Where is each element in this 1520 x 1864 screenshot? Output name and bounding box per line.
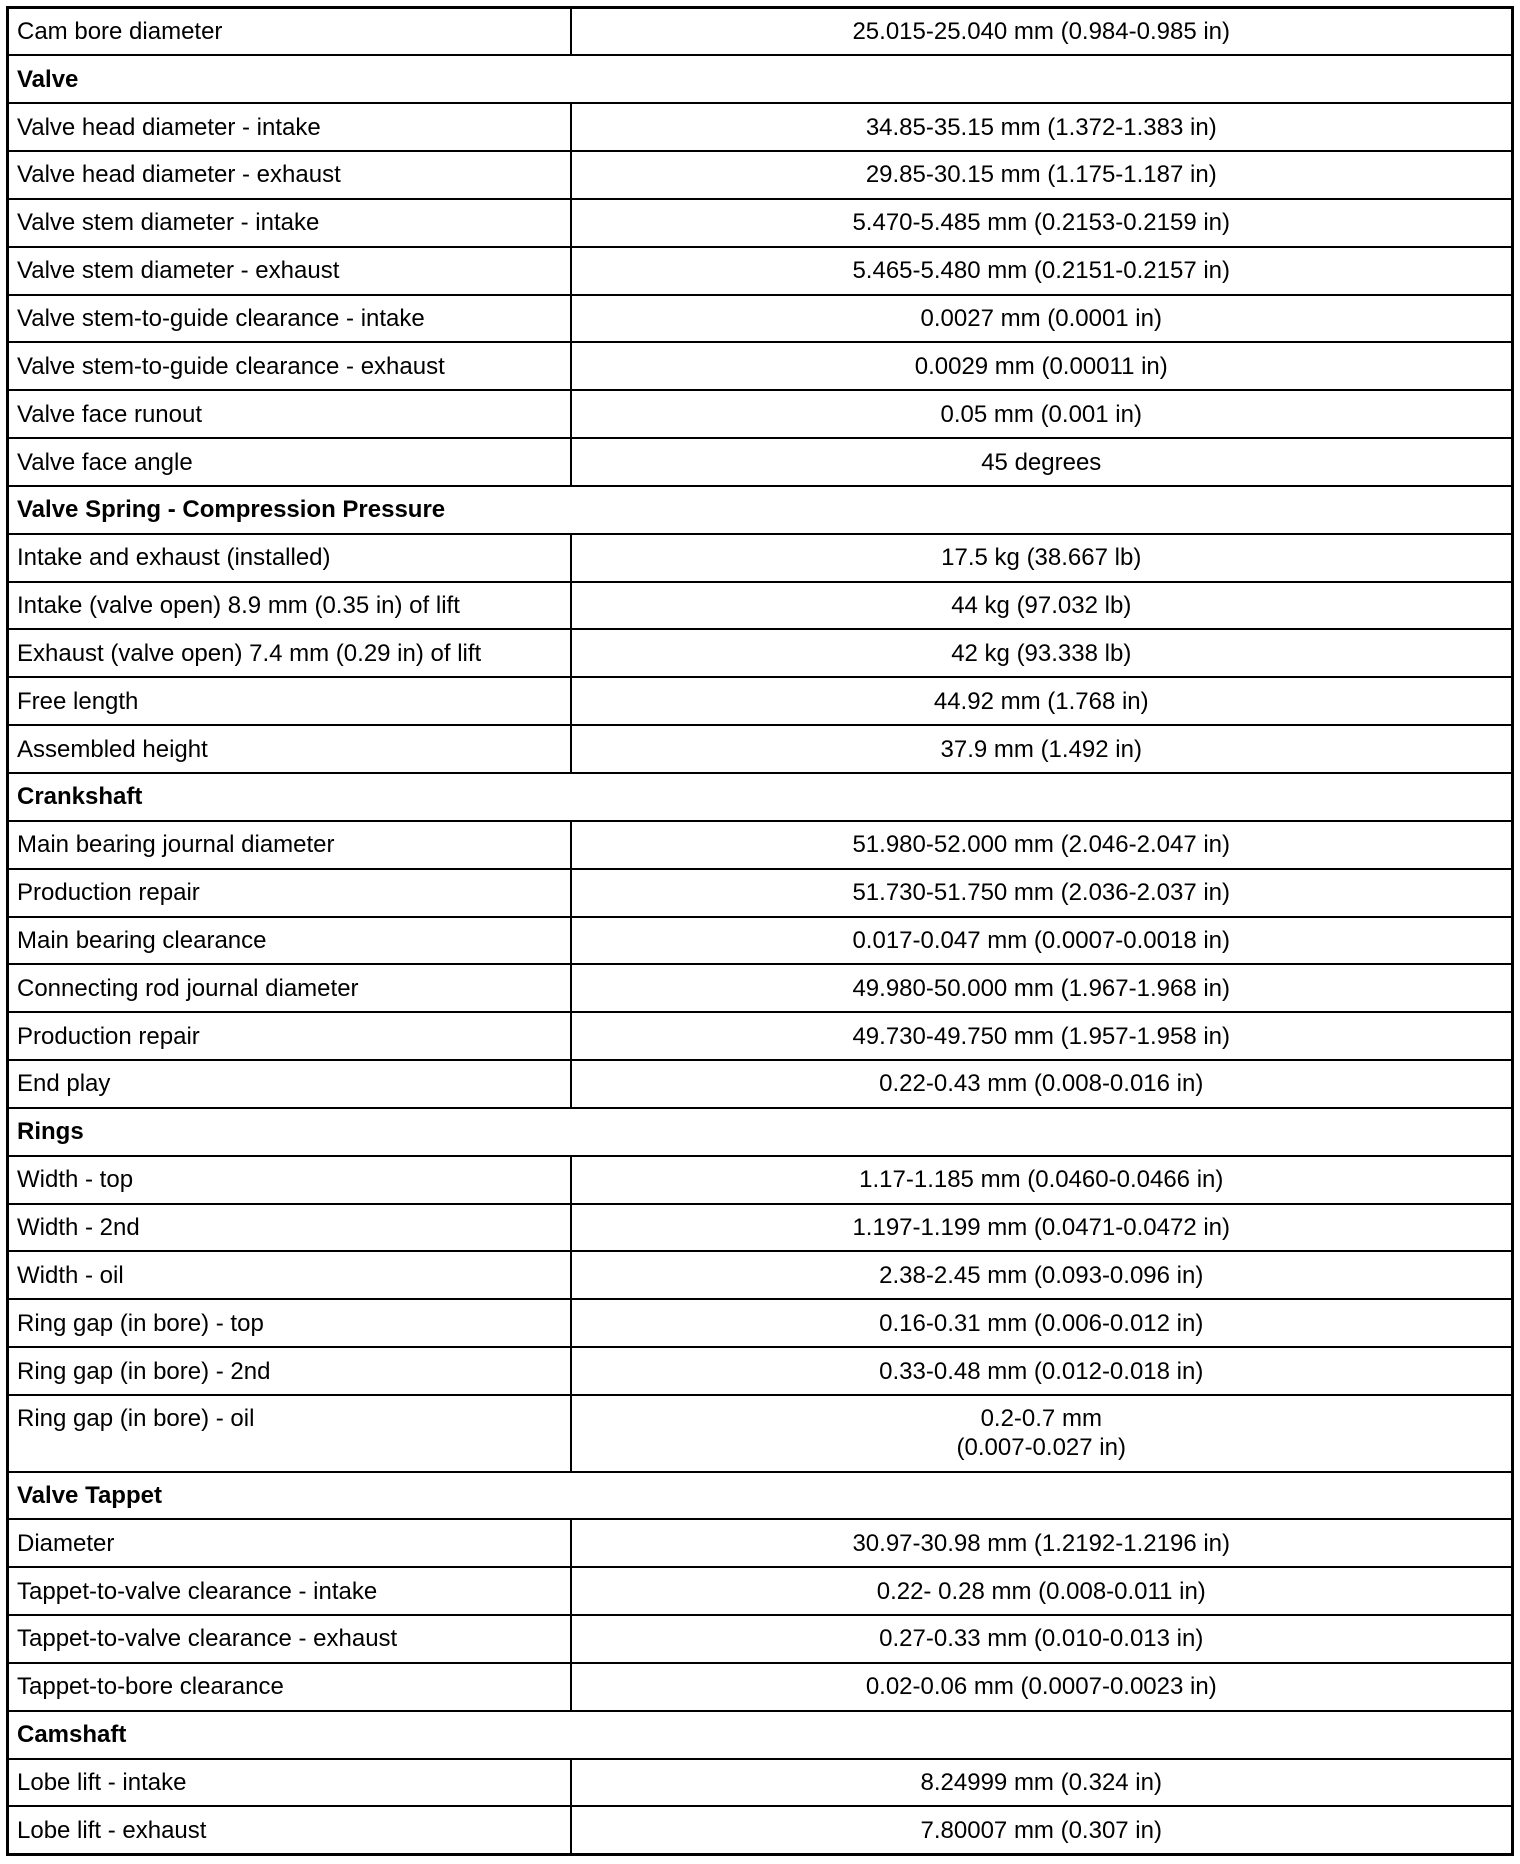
spec-label: Width - 2nd <box>8 1204 571 1252</box>
table-row <box>8 8 1513 56</box>
spec-label: Valve stem-to-guide clearance - intake <box>8 295 571 343</box>
table-row <box>8 1395 1513 1472</box>
spec-label: Lobe lift - intake <box>8 1759 571 1807</box>
spec-value: 0.02-0.06 mm (0.0007-0.0023 in) <box>571 1663 1513 1711</box>
spec-label: Cam bore diameter <box>8 8 571 56</box>
table-row <box>8 438 1513 486</box>
spec-value: 0.33-0.48 mm (0.012-0.018 in) <box>571 1347 1513 1395</box>
spec-value: 0.0027 mm (0.0001 in) <box>571 295 1513 343</box>
spec-label: Main bearing clearance <box>8 917 571 965</box>
table-row <box>8 1759 1513 1807</box>
spec-label: Tappet-to-valve clearance - intake <box>8 1567 571 1615</box>
spec-value: 42 kg (93.338 lb) <box>571 629 1513 677</box>
table-row <box>8 247 1513 295</box>
spec-label: Production repair <box>8 869 571 917</box>
spec-sheet <box>6 6 1514 1856</box>
spec-value: 8.24999 mm (0.324 in) <box>571 1759 1513 1807</box>
spec-label: Production repair <box>8 1012 571 1060</box>
spec-value: 29.85-30.15 mm (1.175-1.187 in) <box>571 151 1513 199</box>
section-header-row <box>8 773 1513 821</box>
spec-value: 37.9 mm (1.492 in) <box>571 725 1513 773</box>
spec-value: 0.22-0.43 mm (0.008-0.016 in) <box>571 1060 1513 1108</box>
table-row <box>8 1156 1513 1204</box>
spec-value: 30.97-30.98 mm (1.2192-1.2196 in) <box>571 1519 1513 1567</box>
spec-label: Valve stem-to-guide clearance - exhaust <box>8 342 571 390</box>
section-title: Crankshaft <box>8 773 1513 821</box>
spec-value: 0.16-0.31 mm (0.006-0.012 in) <box>571 1299 1513 1347</box>
table-row <box>8 151 1513 199</box>
section-title: Camshaft <box>8 1711 1513 1759</box>
table-row <box>8 1347 1513 1395</box>
spec-value: 5.465-5.480 mm (0.2151-0.2157 in) <box>571 247 1513 295</box>
spec-value: 25.015-25.040 mm (0.984-0.985 in) <box>571 8 1513 56</box>
spec-label: Valve stem diameter - intake <box>8 199 571 247</box>
spec-label: Connecting rod journal diameter <box>8 964 571 1012</box>
table-row <box>8 342 1513 390</box>
table-row <box>8 964 1513 1012</box>
table-row <box>8 725 1513 773</box>
table-row <box>8 629 1513 677</box>
section-header-row <box>8 55 1513 103</box>
table-row <box>8 1012 1513 1060</box>
spec-value: 1.17-1.185 mm (0.0460-0.0466 in) <box>571 1156 1513 1204</box>
table-row <box>8 869 1513 917</box>
spec-label: Valve face angle <box>8 438 571 486</box>
spec-label: Diameter <box>8 1519 571 1567</box>
table-row <box>8 1060 1513 1108</box>
section-header-row <box>8 1711 1513 1759</box>
table-row <box>8 1806 1513 1854</box>
specifications-table <box>6 6 1514 1856</box>
spec-label: Lobe lift - exhaust <box>8 1806 571 1854</box>
spec-value: 7.80007 mm (0.307 in) <box>571 1806 1513 1854</box>
spec-value: 1.197-1.199 mm (0.0471-0.0472 in) <box>571 1204 1513 1252</box>
table-row <box>8 1251 1513 1299</box>
spec-value: 34.85-35.15 mm (1.372-1.383 in) <box>571 103 1513 151</box>
spec-value: 0.017-0.047 mm (0.0007-0.0018 in) <box>571 917 1513 965</box>
spec-value: 44 kg (97.032 lb) <box>571 582 1513 630</box>
table-row <box>8 1299 1513 1347</box>
spec-value: 0.2-0.7 mm (0.007-0.027 in) <box>571 1395 1513 1472</box>
section-title: Valve Tappet <box>8 1472 1513 1520</box>
specifications-table-body <box>8 8 1513 1855</box>
table-row <box>8 917 1513 965</box>
table-row <box>8 534 1513 582</box>
section-title: Rings <box>8 1108 1513 1156</box>
spec-label: Valve stem diameter - exhaust <box>8 247 571 295</box>
spec-label: Tappet-to-valve clearance - exhaust <box>8 1615 571 1663</box>
section-header-row <box>8 486 1513 534</box>
spec-value: 0.05 mm (0.001 in) <box>571 390 1513 438</box>
section-header-row <box>8 1472 1513 1520</box>
spec-label: Tappet-to-bore clearance <box>8 1663 571 1711</box>
spec-value: 17.5 kg (38.667 lb) <box>571 534 1513 582</box>
spec-value: 49.980-50.000 mm (1.967-1.968 in) <box>571 964 1513 1012</box>
table-row <box>8 677 1513 725</box>
spec-label: Ring gap (in bore) - top <box>8 1299 571 1347</box>
spec-label: Ring gap (in bore) - 2nd <box>8 1347 571 1395</box>
table-row <box>8 582 1513 630</box>
spec-label: Intake and exhaust (installed) <box>8 534 571 582</box>
spec-value: 0.27-0.33 mm (0.010-0.013 in) <box>571 1615 1513 1663</box>
spec-label: Main bearing journal diameter <box>8 821 571 869</box>
spec-value: 2.38-2.45 mm (0.093-0.096 in) <box>571 1251 1513 1299</box>
spec-value: 0.0029 mm (0.00011 in) <box>571 342 1513 390</box>
table-row <box>8 1663 1513 1711</box>
spec-label: Valve head diameter - intake <box>8 103 571 151</box>
table-row <box>8 103 1513 151</box>
table-row <box>8 1204 1513 1252</box>
table-row <box>8 390 1513 438</box>
spec-label: Free length <box>8 677 571 725</box>
spec-label: Width - top <box>8 1156 571 1204</box>
table-row <box>8 821 1513 869</box>
spec-label: End play <box>8 1060 571 1108</box>
table-row <box>8 1615 1513 1663</box>
spec-label: Width - oil <box>8 1251 571 1299</box>
section-header-row <box>8 1108 1513 1156</box>
spec-value: 0.22- 0.28 mm (0.008-0.011 in) <box>571 1567 1513 1615</box>
spec-value: 44.92 mm (1.768 in) <box>571 677 1513 725</box>
spec-label: Exhaust (valve open) 7.4 mm (0.29 in) of lift <box>8 629 571 677</box>
spec-label: Ring gap (in bore) - oil <box>8 1395 571 1472</box>
spec-value: 51.730-51.750 mm (2.036-2.037 in) <box>571 869 1513 917</box>
table-row <box>8 1567 1513 1615</box>
spec-value: 5.470-5.485 mm (0.2153-0.2159 in) <box>571 199 1513 247</box>
table-row <box>8 295 1513 343</box>
spec-label: Valve head diameter - exhaust <box>8 151 571 199</box>
section-title: Valve Spring - Compression Pressure <box>8 486 1513 534</box>
section-title: Valve <box>8 55 1513 103</box>
spec-value: 45 degrees <box>571 438 1513 486</box>
spec-label: Assembled height <box>8 725 571 773</box>
spec-label: Valve face runout <box>8 390 571 438</box>
table-row <box>8 199 1513 247</box>
spec-label: Intake (valve open) 8.9 mm (0.35 in) of lift <box>8 582 571 630</box>
spec-value: 51.980-52.000 mm (2.046-2.047 in) <box>571 821 1513 869</box>
spec-value: 49.730-49.750 mm (1.957-1.958 in) <box>571 1012 1513 1060</box>
table-row <box>8 1519 1513 1567</box>
